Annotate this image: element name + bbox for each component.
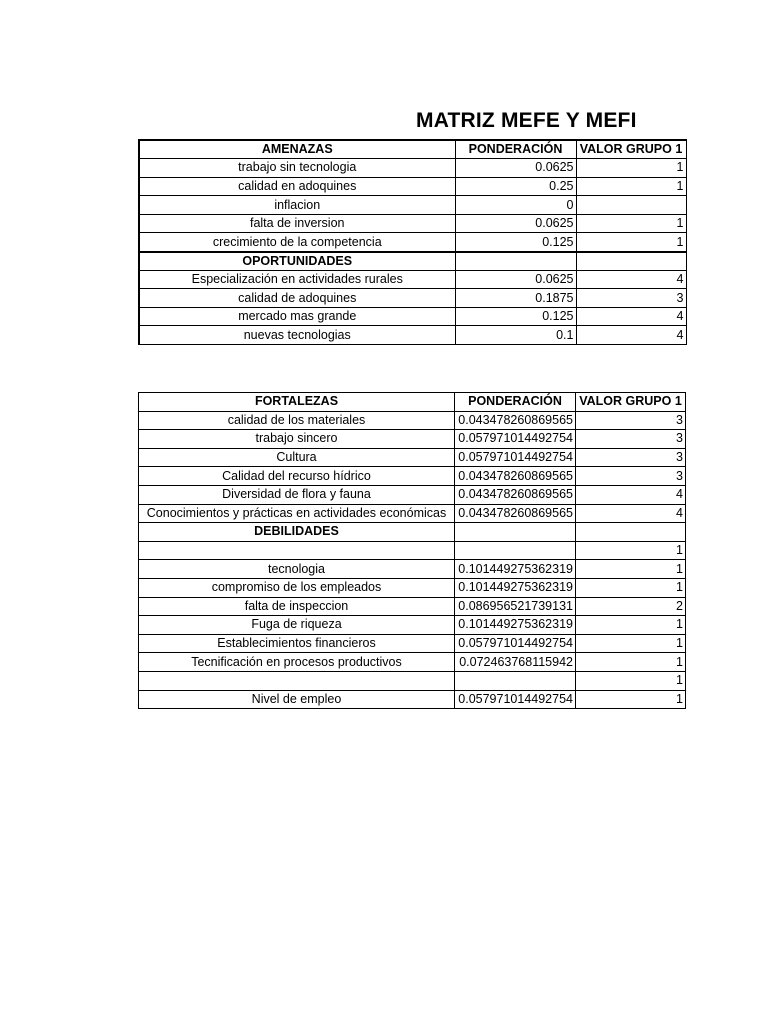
table-row (139, 411, 686, 430)
table-row (139, 196, 686, 215)
valor-cell[interactable] (576, 523, 686, 542)
valor-cell[interactable]: 1 (576, 653, 686, 672)
valor-cell[interactable]: 1 (576, 177, 686, 196)
ponderacion-cell[interactable] (455, 252, 576, 271)
factor-name-cell[interactable]: inflacion (139, 196, 455, 215)
valor-cell[interactable] (576, 196, 686, 215)
header-valor-grupo: VALOR GRUPO 1 (576, 140, 686, 159)
table-row (139, 504, 686, 523)
factor-name-cell[interactable] (139, 541, 455, 560)
ponderacion-cell[interactable]: 0.101449275362319 (455, 578, 576, 597)
section-label-debilidades[interactable]: DEBILIDADES (139, 523, 455, 542)
ponderacion-cell[interactable]: 0.1875 (455, 289, 576, 308)
table-row (139, 541, 686, 560)
valor-cell[interactable]: 3 (576, 289, 686, 308)
ponderacion-cell[interactable]: 0.0625 (455, 159, 576, 178)
valor-cell[interactable]: 1 (576, 541, 686, 560)
ponderacion-cell[interactable]: 0.0625 (455, 214, 576, 233)
table-row (139, 597, 686, 616)
table-row (139, 270, 686, 289)
table-row (139, 690, 686, 709)
factor-name-cell[interactable]: nuevas tecnologias (139, 326, 455, 345)
table-row (139, 233, 686, 252)
valor-cell[interactable]: 4 (576, 504, 686, 523)
ponderacion-cell[interactable]: 0.0625 (455, 270, 576, 289)
table-row (139, 653, 686, 672)
table-row (139, 560, 686, 579)
ponderacion-cell[interactable]: 0.043478260869565 (455, 504, 576, 523)
table-row (139, 616, 686, 635)
ponderacion-cell[interactable]: 0 (455, 196, 576, 215)
factor-name-cell[interactable]: Fuga de riqueza (139, 616, 455, 635)
valor-cell[interactable]: 1 (576, 616, 686, 635)
factor-name-cell[interactable]: Tecnificación en procesos productivos (139, 653, 455, 672)
valor-cell[interactable]: 1 (576, 634, 686, 653)
valor-cell[interactable]: 1 (576, 560, 686, 579)
ponderacion-cell[interactable]: 0.043478260869565 (455, 485, 576, 504)
table-row (139, 634, 686, 653)
valor-cell[interactable]: 1 (576, 233, 686, 252)
ponderacion-cell[interactable]: 0.043478260869565 (455, 411, 576, 430)
valor-cell[interactable]: 3 (576, 411, 686, 430)
factor-name-cell[interactable]: Conocimientos y prácticas en actividades económicas (139, 504, 455, 523)
mefe-table (138, 139, 687, 345)
factor-name-cell[interactable]: Cultura (139, 448, 455, 467)
header-fortalezas: FORTALEZAS (139, 393, 455, 412)
table-row (139, 430, 686, 449)
ponderacion-cell[interactable]: 0.1 (455, 326, 576, 345)
ponderacion-cell[interactable]: 0.101449275362319 (455, 560, 576, 579)
table-row (139, 307, 686, 326)
table-header-row (139, 393, 686, 412)
table-row (139, 326, 686, 345)
ponderacion-cell[interactable]: 0.25 (455, 177, 576, 196)
ponderacion-cell[interactable] (455, 541, 576, 560)
table-row (139, 177, 686, 196)
factor-name-cell[interactable]: Diversidad de flora y fauna (139, 485, 455, 504)
ponderacion-cell[interactable] (455, 671, 576, 690)
valor-cell[interactable]: 4 (576, 307, 686, 326)
header-valor-grupo: VALOR GRUPO 1 (576, 393, 686, 412)
factor-name-cell[interactable] (139, 671, 455, 690)
header-ponderacion: PONDERACIÓN (455, 393, 576, 412)
valor-cell[interactable]: 1 (576, 671, 686, 690)
factor-name-cell[interactable]: trabajo sincero (139, 430, 455, 449)
table-row (139, 448, 686, 467)
valor-cell[interactable]: 1 (576, 214, 686, 233)
valor-cell[interactable]: 4 (576, 485, 686, 504)
valor-cell[interactable]: 3 (576, 430, 686, 449)
factor-name-cell[interactable]: Especialización en actividades rurales (139, 270, 455, 289)
section-row-oportunidades (139, 252, 686, 271)
factor-name-cell[interactable]: trabajo sin tecnologia (139, 159, 455, 178)
table-row (139, 159, 686, 178)
ponderacion-cell[interactable]: 0.125 (455, 233, 576, 252)
factor-name-cell[interactable]: crecimiento de la competencia (139, 233, 455, 252)
valor-cell[interactable]: 2 (576, 597, 686, 616)
ponderacion-cell[interactable]: 0.057971014492754 (455, 430, 576, 449)
factor-name-cell[interactable]: falta de inversion (139, 214, 455, 233)
factor-name-cell[interactable]: Establecimientos financieros (139, 634, 455, 653)
table-row (139, 467, 686, 486)
factor-name-cell[interactable]: calidad de adoquines (139, 289, 455, 308)
valor-cell[interactable]: 3 (576, 448, 686, 467)
factor-name-cell[interactable]: Calidad del recurso hídrico (139, 467, 455, 486)
factor-name-cell[interactable]: calidad de los materiales (139, 411, 455, 430)
table-row (139, 485, 686, 504)
header-ponderacion: PONDERACIÓN (455, 140, 576, 159)
valor-cell[interactable]: 1 (576, 690, 686, 709)
valor-cell[interactable]: 1 (576, 159, 686, 178)
factor-name-cell[interactable]: Nivel de empleo (139, 690, 455, 709)
factor-name-cell[interactable]: compromiso de los empleados (139, 578, 455, 597)
table-row (139, 289, 686, 308)
section-label-oportunidades[interactable]: OPORTUNIDADES (139, 252, 455, 271)
header-amenazas: AMENAZAS (139, 140, 455, 159)
table-row (139, 578, 686, 597)
valor-cell[interactable]: 3 (576, 467, 686, 486)
valor-cell[interactable]: 4 (576, 270, 686, 289)
factor-name-cell[interactable]: falta de inspeccion (139, 597, 455, 616)
ponderacion-cell[interactable]: 0.057971014492754 (455, 448, 576, 467)
factor-name-cell[interactable]: mercado mas grande (139, 307, 455, 326)
ponderacion-cell[interactable]: 0.101449275362319 (455, 616, 576, 635)
table-row (139, 671, 686, 690)
section-row-debilidades (139, 523, 686, 542)
valor-cell[interactable]: 4 (576, 326, 686, 345)
table-row (139, 214, 686, 233)
ponderacion-cell[interactable]: 0.043478260869565 (455, 467, 576, 486)
ponderacion-cell[interactable]: 0.057971014492754 (455, 690, 576, 709)
factor-name-cell[interactable]: calidad en adoquines (139, 177, 455, 196)
page-title: MATRIZ MEFE Y MEFI (416, 109, 637, 132)
valor-cell[interactable] (576, 252, 686, 271)
ponderacion-cell[interactable] (455, 523, 576, 542)
valor-cell[interactable]: 1 (576, 578, 686, 597)
ponderacion-cell[interactable]: 0.072463768115942 (455, 653, 576, 672)
factor-name-cell[interactable]: tecnologia (139, 560, 455, 579)
ponderacion-cell[interactable]: 0.125 (455, 307, 576, 326)
ponderacion-cell[interactable]: 0.057971014492754 (455, 634, 576, 653)
mefi-table (138, 392, 686, 709)
table-header-row (139, 140, 686, 159)
ponderacion-cell[interactable]: 0.086956521739131 (455, 597, 576, 616)
